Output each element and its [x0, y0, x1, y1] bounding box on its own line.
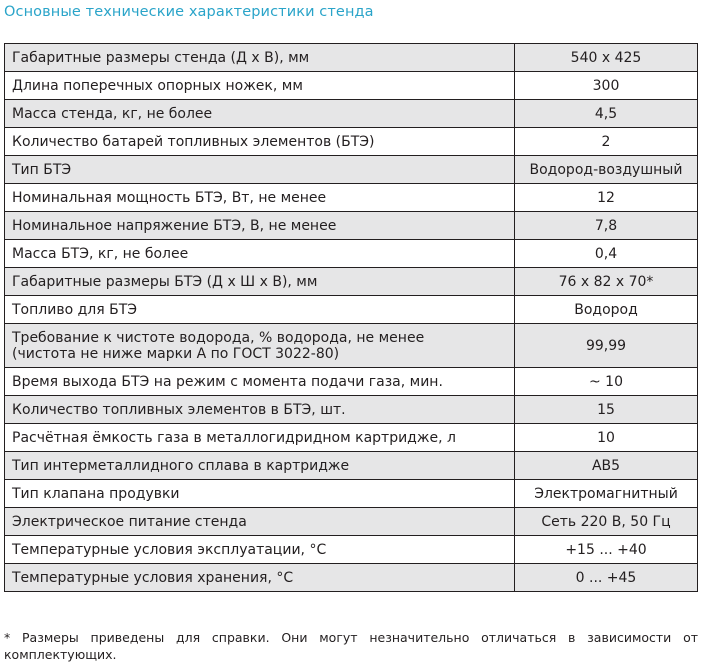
param-cell: Количество топливных элементов в БТЭ, шт.: [5, 396, 515, 424]
table-row: [5, 156, 698, 184]
param-cell: Масса стенда, кг, не более: [5, 100, 515, 128]
param-cell: Габаритные размеры стенда (Д х В), мм: [5, 44, 515, 72]
table-row: [5, 268, 698, 296]
table-row: [5, 452, 698, 480]
param-cell: Температурные условия хранения, °С: [5, 564, 515, 592]
param-cell: Номинальное напряжение БТЭ, В, не менее: [5, 212, 515, 240]
table-row: [5, 368, 698, 396]
value-cell: 76 х 82 х 70*: [515, 268, 698, 296]
value-cell: Водород: [515, 296, 698, 324]
param-cell: Масса БТЭ, кг, не более: [5, 240, 515, 268]
param-cell: Тип клапана продувки: [5, 480, 515, 508]
table-row: [5, 396, 698, 424]
value-cell: 15: [515, 396, 698, 424]
param-cell: Расчётная ёмкость газа в металлогидридном картридже, л: [5, 424, 515, 452]
value-cell: 540 х 425: [515, 44, 698, 72]
value-cell: ~ 10: [515, 368, 698, 396]
table-row: [5, 564, 698, 592]
value-cell: +15 ... +40: [515, 536, 698, 564]
param-cell: Количество батарей топливных элементов (БТЭ): [5, 128, 515, 156]
table-row: [5, 480, 698, 508]
param-cell: Температурные условия эксплуатации, °С: [5, 536, 515, 564]
value-cell: 7,8: [515, 212, 698, 240]
param-cell: [5, 324, 515, 368]
table-row: [5, 72, 698, 100]
value-cell: 99,99: [515, 324, 698, 368]
value-cell: 4,5: [515, 100, 698, 128]
param-line-2: (чистота не ниже марки А по ГОСТ 3022-80): [12, 345, 340, 362]
footnote: * Размеры приведены для справки. Они могут незначительно отличаться в зависимости от комплектующих.: [4, 630, 698, 662]
param-cell: Топливо для БТЭ: [5, 296, 515, 324]
table-row: [5, 324, 698, 368]
value-cell: Электромагнитный: [515, 480, 698, 508]
table-row: [5, 184, 698, 212]
param-cell: Электрическое питание стенда: [5, 508, 515, 536]
table-row: [5, 212, 698, 240]
param-cell: Тип БТЭ: [5, 156, 515, 184]
param-cell: Время выхода БТЭ на режим с момента подачи газа, мин.: [5, 368, 515, 396]
table-row: [5, 296, 698, 324]
value-cell: 300: [515, 72, 698, 100]
value-cell: АВ5: [515, 452, 698, 480]
param-cell: Габаритные размеры БТЭ (Д х Ш х В), мм: [5, 268, 515, 296]
value-cell: 2: [515, 128, 698, 156]
table-row: [5, 240, 698, 268]
value-cell: Сеть 220 В, 50 Гц: [515, 508, 698, 536]
table-row: [5, 128, 698, 156]
table-row: [5, 100, 698, 128]
param-line-1: Требование к чистоте водорода, % водорода, не менее: [12, 329, 425, 346]
value-cell: 12: [515, 184, 698, 212]
param-cell: Длина поперечных опорных ножек, мм: [5, 72, 515, 100]
value-cell: 0,4: [515, 240, 698, 268]
value-cell: 10: [515, 424, 698, 452]
page-title: Основные технические характеристики стенда: [4, 4, 374, 20]
value-cell: Водород-воздушный: [515, 156, 698, 184]
specs-table: [4, 43, 698, 592]
table-row: [5, 424, 698, 452]
param-cell: Номинальная мощность БТЭ, Вт, не менее: [5, 184, 515, 212]
table-row: [5, 508, 698, 536]
table-row: [5, 44, 698, 72]
table-row: [5, 536, 698, 564]
value-cell: 0 ... +45: [515, 564, 698, 592]
param-cell: Тип интерметаллидного сплава в картридже: [5, 452, 515, 480]
